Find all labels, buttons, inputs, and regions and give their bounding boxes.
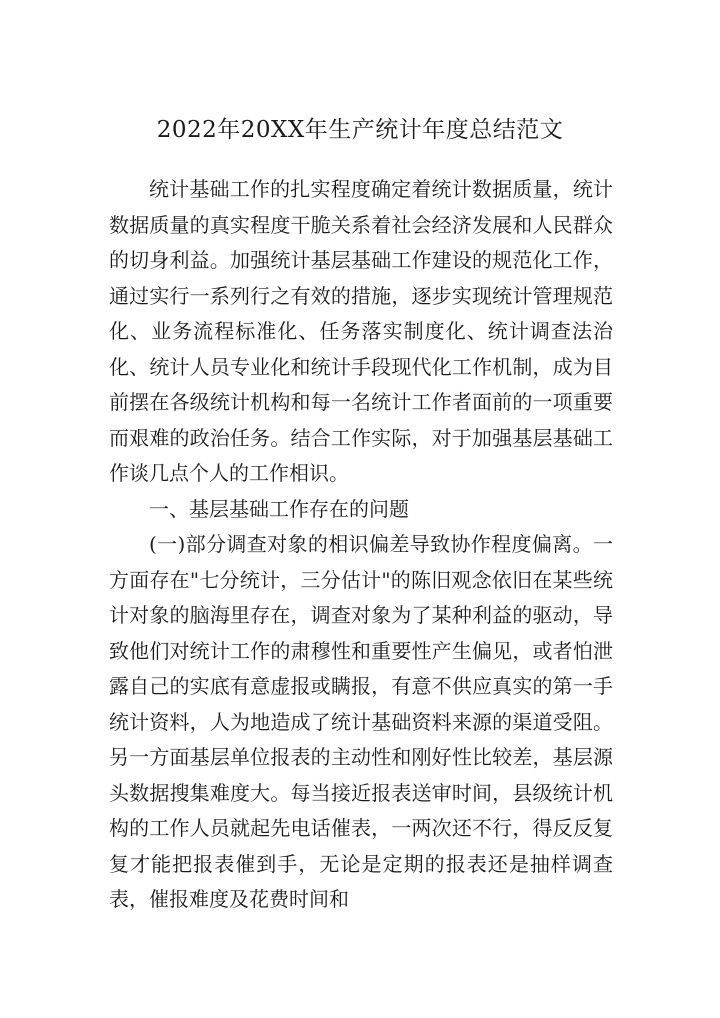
paragraph-intro: 统计基础工作的扎实程度确定着统计数据质量，统计数据质量的真实程度干脆关系着社会经济发展和人民群众的切身利益。加强统计基层基础工作建设的规范化工作，通过实行一系列行之有效的措施，逐步实现统计管理规范化、业务流程标准化、任务落实制度化、统计调查法治化、统计人员专业化和统计手段现代化工作机制，成为目前摆在各级统计机构和每一名统计工作者面前的一项重要而艰难的政治任务。结合工作实际，对于加强基层基础工作谈几点个人的工作相识。 [109,177,613,485]
document-body [109,172,613,918]
document-title: 2022年20XX年生产统计年度总结范文 [156,117,564,143]
paragraph-problem-1: (一)部分调查对象的相识偏差导致协作程度偏离。一方面存在"七分统计，三分估计"的陈旧观念依旧在某些统计对象的脑海里存在，调查对象为了某种利益的驱动，导致他们对统计工作的肃穆性和重要性产生偏见，或者怕泄露自己的实底有意虚报或瞒报，有意不供应真实的第一手统计资料，人为地造成了统计基础资料来源的渠道受阻。另一方面基层单位报表的主动性和刚好性比较差，基层源头数据搜集难度大。每当接近报表送审时间，县级统计机构的工作人员就起先电话催表，一两次还不行，得反反复复才能把报表催到手，无论是定期的报表还是抽样调查表，催报难度及花费时间和 [109,532,613,911]
section-heading: 一、基层基础工作存在的问题 [149,496,409,521]
